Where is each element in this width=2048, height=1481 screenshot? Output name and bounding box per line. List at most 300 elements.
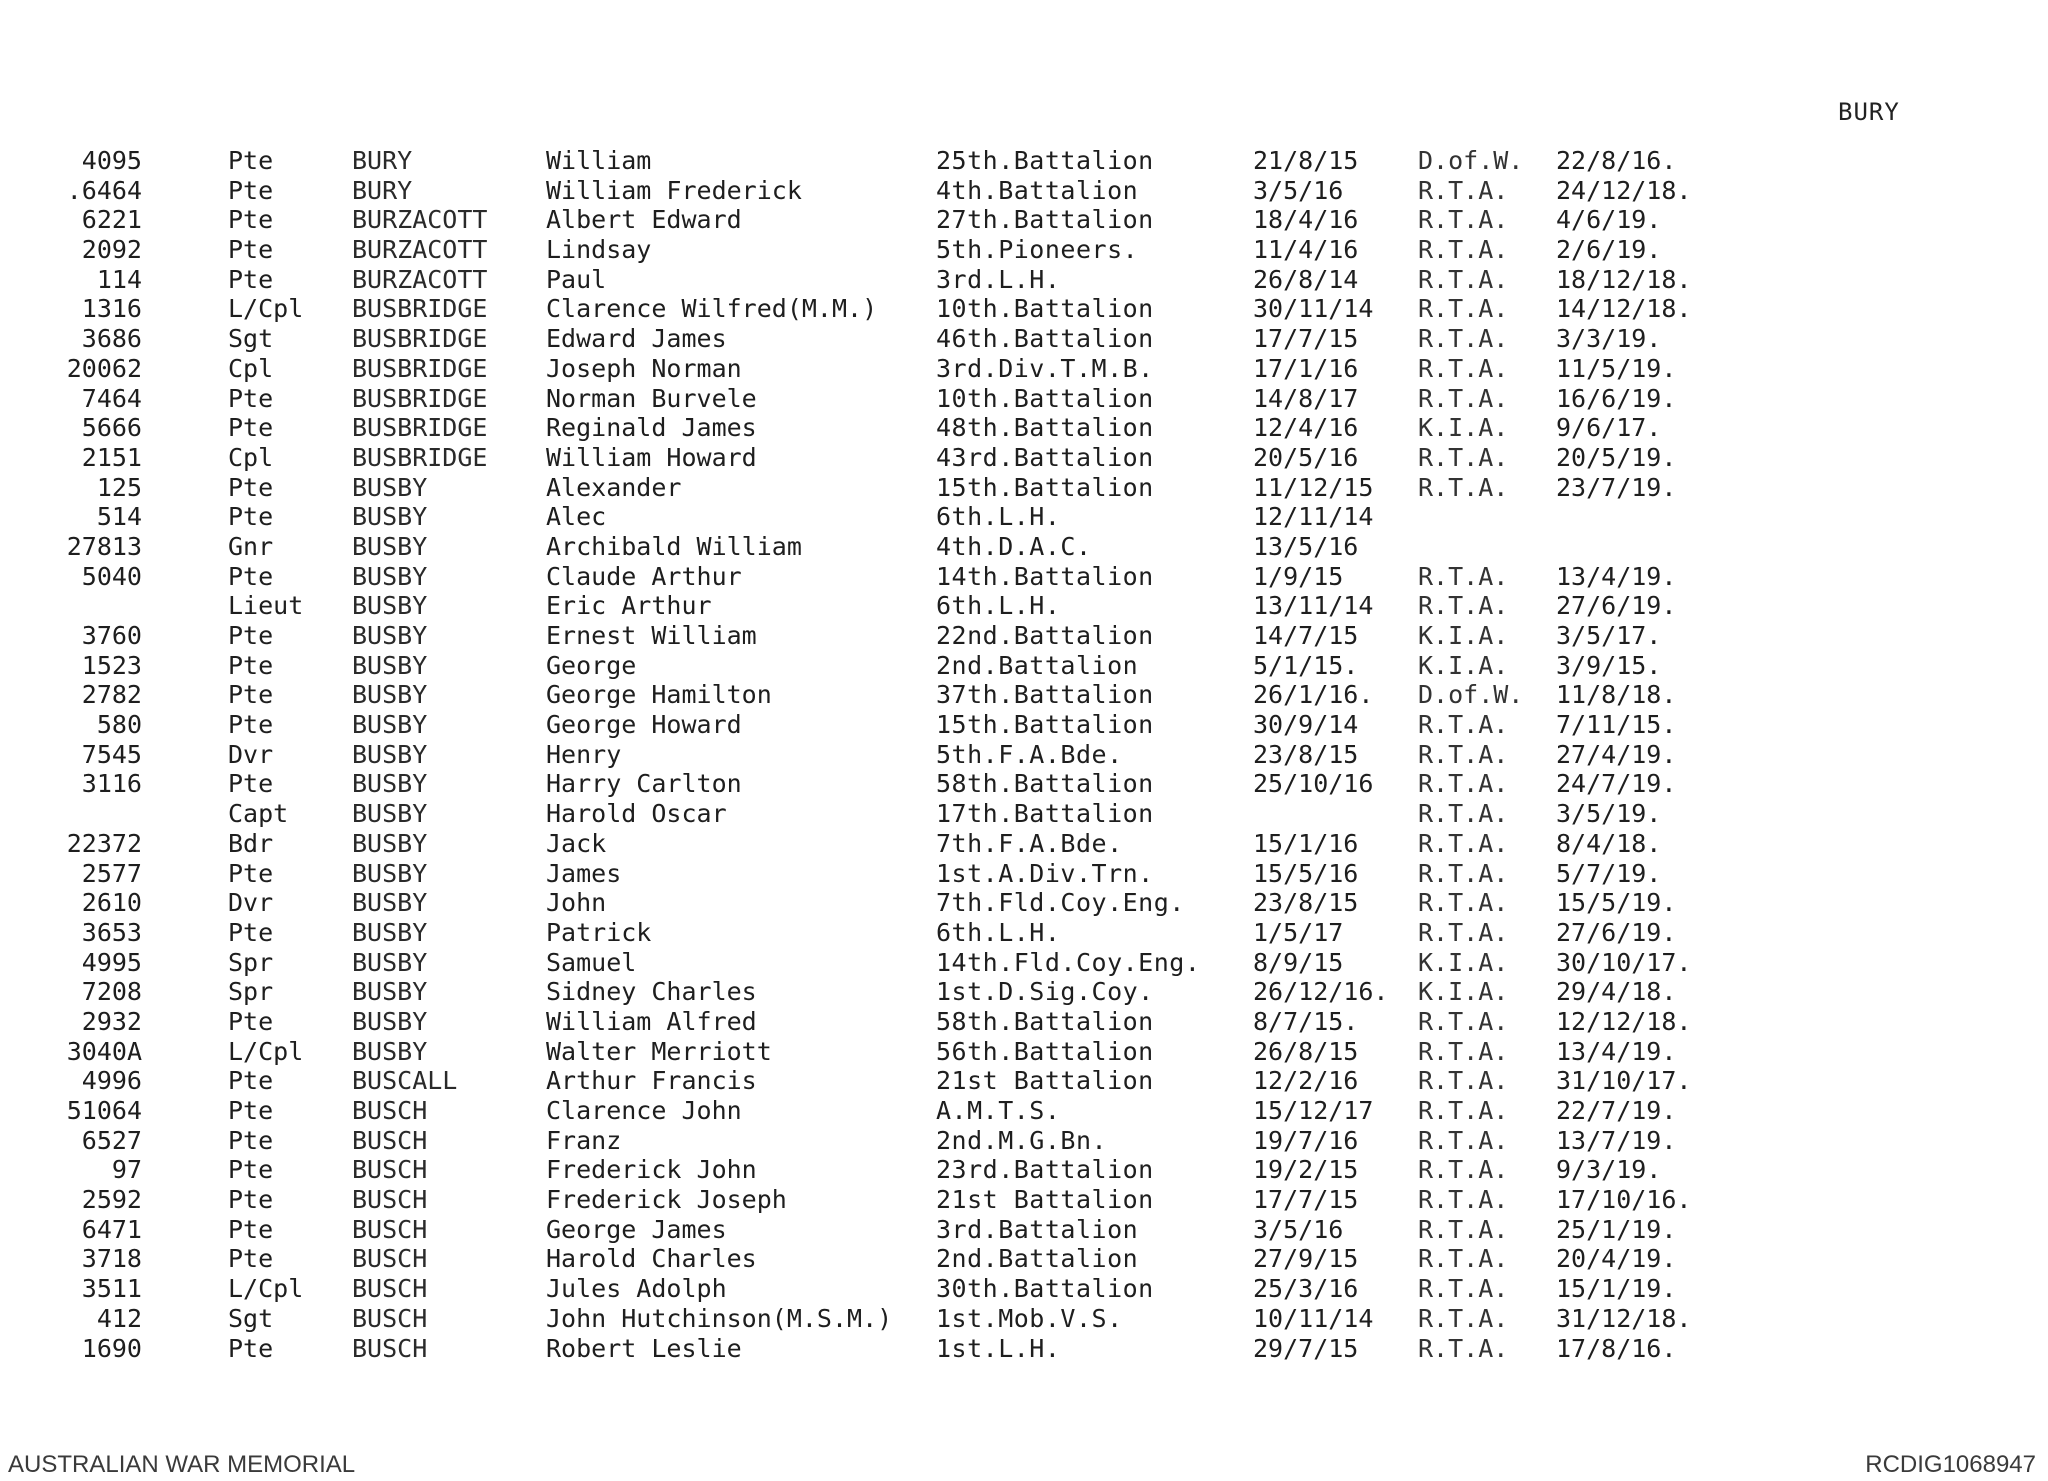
fate-date-cell: 27/4/19. xyxy=(1556,739,1677,769)
fate-cell: R.T.A. xyxy=(1418,1006,1509,1036)
surname-cell: BUSCH xyxy=(352,1096,428,1125)
surname-cell: BUSBY xyxy=(352,1006,428,1036)
service-number-cell: 125 xyxy=(96,472,142,502)
surname-cell: BUSCH xyxy=(352,1333,428,1363)
surname-cell: BUSBY xyxy=(352,502,428,532)
fate-date-cell: 3/5/19. xyxy=(1556,799,1662,829)
service-number-cell: 6527 xyxy=(81,1125,142,1155)
service-number-cell: 2782 xyxy=(81,680,142,710)
rank-cell: L/Cpl xyxy=(228,294,304,324)
table-row xyxy=(40,740,1780,770)
unit-cell: 14th.Battalion xyxy=(936,561,1154,591)
surname-cell: BUSBY xyxy=(352,1036,428,1066)
rank-cell: Pte xyxy=(228,205,274,235)
table-row xyxy=(40,948,1780,978)
table-row xyxy=(40,859,1780,889)
unit-cell: 6th.L.H. xyxy=(936,591,1061,621)
table-row xyxy=(40,1334,1780,1364)
rank-cell: Pte xyxy=(228,1244,274,1274)
given-names-cell: George Howard xyxy=(546,710,742,740)
service-number-cell: 2151 xyxy=(81,442,142,472)
enlistment-date-cell: 27/9/15 xyxy=(1253,1244,1359,1274)
fate-cell: R.T.A. xyxy=(1418,442,1509,472)
table-row xyxy=(40,562,1780,592)
fate-cell: R.T.A. xyxy=(1418,264,1509,294)
given-names-cell: Robert Leslie xyxy=(546,1333,742,1363)
table-row xyxy=(40,205,1780,235)
surname-cell: BUSBRIDGE xyxy=(352,442,488,472)
given-names-cell: Clarence John xyxy=(546,1096,742,1125)
given-names-cell: Harold Charles xyxy=(546,1244,757,1274)
enlistment-date-cell: 1/9/15 xyxy=(1253,561,1344,591)
rank-cell: Gnr xyxy=(228,531,274,561)
enlistment-date-cell: 13/5/16 xyxy=(1253,531,1359,561)
surname-cell: BUSCH xyxy=(352,1185,428,1215)
enlistment-date-cell: 17/1/16 xyxy=(1253,353,1359,383)
table-row xyxy=(40,146,1780,176)
table-row xyxy=(40,502,1780,532)
unit-cell: 30th.Battalion xyxy=(936,1274,1154,1304)
given-names-cell: Alexander xyxy=(546,472,682,502)
fate-date-cell: 4/6/19. xyxy=(1556,205,1662,235)
given-names-cell: Reginald James xyxy=(546,413,757,443)
fate-cell: R.T.A. xyxy=(1418,710,1509,740)
table-row xyxy=(40,354,1780,384)
fate-cell: R.T.A. xyxy=(1418,324,1509,354)
service-number-cell: 1690 xyxy=(81,1333,142,1363)
fate-date-cell: 22/8/16. xyxy=(1556,146,1677,175)
surname-cell: BUSCH xyxy=(352,1303,428,1333)
rank-cell: Cpl xyxy=(228,353,274,383)
table-row xyxy=(40,829,1780,859)
enlistment-date-cell: 11/4/16 xyxy=(1253,235,1359,265)
rank-cell: Pte xyxy=(228,146,274,175)
given-names-cell: James xyxy=(546,858,622,888)
enlistment-date-cell: 26/8/14 xyxy=(1253,264,1359,294)
surname-cell: BUSCH xyxy=(352,1244,428,1274)
surname-cell: BURZACOTT xyxy=(352,205,488,235)
table-row xyxy=(40,710,1780,740)
fate-date-cell: 27/6/19. xyxy=(1556,917,1677,947)
fate-date-cell: 20/4/19. xyxy=(1556,1244,1677,1274)
enlistment-date-cell: 3/5/16 xyxy=(1253,175,1344,205)
fate-date-cell: 16/6/19. xyxy=(1556,383,1677,413)
fate-cell: R.T.A. xyxy=(1418,1155,1509,1185)
fate-cell: R.T.A. xyxy=(1418,1036,1509,1066)
given-names-cell: George James xyxy=(546,1214,727,1244)
surname-cell: BUSBY xyxy=(352,621,428,650)
surname-cell: BUSBY xyxy=(352,858,428,888)
unit-cell: 43rd.Battalion xyxy=(936,442,1154,472)
surname-cell: BUSBY xyxy=(352,561,428,591)
table-row xyxy=(40,294,1780,324)
surname-cell: BUSBY xyxy=(352,472,428,502)
surname-cell: BUSCALL xyxy=(352,1066,458,1096)
unit-cell: 21st Battalion xyxy=(936,1066,1154,1096)
fate-date-cell: 29/4/18. xyxy=(1556,977,1677,1007)
table-row xyxy=(40,265,1780,295)
service-number-cell: 6471 xyxy=(81,1214,142,1244)
surname-cell: BUSBRIDGE xyxy=(352,353,488,383)
given-names-cell: William Howard xyxy=(546,442,757,472)
given-names-cell: Jules Adolph xyxy=(546,1274,727,1304)
table-row xyxy=(40,1244,1780,1274)
enlistment-date-cell: 11/12/15 xyxy=(1253,472,1374,502)
fate-cell: R.T.A. xyxy=(1418,383,1509,413)
given-names-cell: Frederick Joseph xyxy=(546,1185,787,1215)
fate-date-cell: 9/3/19. xyxy=(1556,1155,1662,1185)
rank-cell: L/Cpl xyxy=(228,1036,304,1066)
fate-cell: D.of.W. xyxy=(1418,146,1524,175)
given-names-cell: Ernest William xyxy=(546,621,757,650)
unit-cell: 4th.Battalion xyxy=(936,175,1139,205)
given-names-cell: William xyxy=(546,146,652,175)
given-names-cell: Sidney Charles xyxy=(546,977,757,1007)
unit-cell: A.M.T.S. xyxy=(936,1096,1061,1125)
table-row xyxy=(40,1274,1780,1304)
fate-cell: R.T.A. xyxy=(1418,1096,1509,1125)
given-names-cell: Lindsay xyxy=(546,235,652,265)
unit-cell: 27th.Battalion xyxy=(936,205,1154,235)
fate-date-cell: 22/7/19. xyxy=(1556,1096,1677,1125)
enlistment-date-cell: 13/11/14 xyxy=(1253,591,1374,621)
given-names-cell: Harold Oscar xyxy=(546,799,727,829)
table-row xyxy=(40,888,1780,918)
fate-cell: D.of.W. xyxy=(1418,680,1524,710)
given-names-cell: Patrick xyxy=(546,917,652,947)
enlistment-date-cell: 23/8/15 xyxy=(1253,739,1359,769)
fate-date-cell: 12/12/18. xyxy=(1556,1006,1692,1036)
service-number-cell: 412 xyxy=(96,1303,142,1333)
service-number-cell: 97 xyxy=(111,1155,142,1185)
rank-cell: Pte xyxy=(228,175,274,205)
fate-cell: R.T.A. xyxy=(1418,591,1509,621)
surname-cell: BUSBY xyxy=(352,531,428,561)
service-number-cell: 1523 xyxy=(81,650,142,680)
enlistment-date-cell: 30/11/14 xyxy=(1253,294,1374,324)
rank-cell: Bdr xyxy=(228,828,274,858)
table-row xyxy=(40,1304,1780,1334)
enlistment-date-cell: 25/3/16 xyxy=(1253,1274,1359,1304)
service-number-cell: 27813 xyxy=(66,531,142,561)
service-number-cell: 51064 xyxy=(66,1096,142,1125)
fate-cell: R.T.A. xyxy=(1418,888,1509,918)
rank-cell: Pte xyxy=(228,710,274,740)
unit-cell: 15th.Battalion xyxy=(936,472,1154,502)
fate-date-cell: 15/5/19. xyxy=(1556,888,1677,918)
enlistment-date-cell: 30/9/14 xyxy=(1253,710,1359,740)
fate-cell: R.T.A. xyxy=(1418,1066,1509,1096)
surname-cell: BUSBRIDGE xyxy=(352,294,488,324)
unit-cell: 1st.A.Div.Trn. xyxy=(936,858,1154,888)
unit-cell: 6th.L.H. xyxy=(936,917,1061,947)
fate-date-cell: 17/10/16. xyxy=(1556,1185,1692,1215)
enlistment-date-cell: 25/10/16 xyxy=(1253,769,1374,799)
rank-cell: Sgt xyxy=(228,324,274,354)
unit-cell: 3rd.Div.T.M.B. xyxy=(936,353,1154,383)
table-row xyxy=(40,769,1780,799)
table-row xyxy=(40,384,1780,414)
service-number-cell: 3511 xyxy=(81,1274,142,1304)
fate-date-cell: 11/8/18. xyxy=(1556,680,1677,710)
fate-cell: R.T.A. xyxy=(1418,1244,1509,1274)
table-row xyxy=(40,651,1780,681)
rank-cell: Dvr xyxy=(228,739,274,769)
table-row xyxy=(40,591,1780,621)
service-number-cell: 7464 xyxy=(81,383,142,413)
rank-cell: Pte xyxy=(228,769,274,799)
given-names-cell: Franz xyxy=(546,1125,622,1155)
table-row xyxy=(40,1155,1780,1185)
given-names-cell: Frederick John xyxy=(546,1155,757,1185)
fate-cell: R.T.A. xyxy=(1418,739,1509,769)
given-names-cell: John xyxy=(546,888,607,918)
unit-cell: 4th.D.A.C. xyxy=(936,531,1092,561)
surname-cell: BUSBY xyxy=(352,739,428,769)
given-names-cell: Harry Carlton xyxy=(546,769,742,799)
surname-cell: BUSBY xyxy=(352,769,428,799)
enlistment-date-cell: 26/12/16. xyxy=(1253,977,1389,1007)
fate-cell: R.T.A. xyxy=(1418,1214,1509,1244)
service-number-cell: 20062 xyxy=(66,353,142,383)
service-number-cell: 2577 xyxy=(81,858,142,888)
surname-cell: BUSCH xyxy=(352,1214,428,1244)
table-row xyxy=(40,977,1780,1007)
enlistment-date-cell: 8/7/15. xyxy=(1253,1006,1359,1036)
enlistment-date-cell: 15/1/16 xyxy=(1253,828,1359,858)
fate-cell: R.T.A. xyxy=(1418,828,1509,858)
surname-cell: BURY xyxy=(352,175,413,205)
service-number-cell: 514 xyxy=(96,502,142,532)
fate-date-cell: 23/7/19. xyxy=(1556,472,1677,502)
surname-cell: BURZACOTT xyxy=(352,235,488,265)
fate-cell: K.I.A. xyxy=(1418,413,1509,443)
table-row xyxy=(40,680,1780,710)
table-row xyxy=(40,1037,1780,1067)
surname-cell: BUSBRIDGE xyxy=(352,413,488,443)
fate-date-cell: 15/1/19. xyxy=(1556,1274,1677,1304)
given-names-cell: Alec xyxy=(546,502,607,532)
given-names-cell: Archibald William xyxy=(546,531,802,561)
service-number-cell: 7208 xyxy=(81,977,142,1007)
table-row xyxy=(40,1066,1780,1096)
fate-date-cell: 3/5/17. xyxy=(1556,621,1662,650)
rank-cell: Pte xyxy=(228,917,274,947)
enlistment-date-cell: 12/4/16 xyxy=(1253,413,1359,443)
service-number-cell: 3040A xyxy=(66,1036,142,1066)
surname-cell: BUSBY xyxy=(352,650,428,680)
surname-cell: BUSBY xyxy=(352,680,428,710)
enlistment-date-cell: 21/8/15 xyxy=(1253,146,1359,175)
enlistment-date-cell: 14/8/17 xyxy=(1253,383,1359,413)
service-number-cell: 5666 xyxy=(81,413,142,443)
surname-cell: BUSBY xyxy=(352,799,428,829)
table-row xyxy=(40,799,1780,829)
fate-date-cell: 2/6/19. xyxy=(1556,235,1662,265)
rank-cell: Spr xyxy=(228,947,274,977)
unit-cell: 21st Battalion xyxy=(936,1185,1154,1215)
rank-cell: Dvr xyxy=(228,888,274,918)
rank-cell: Pte xyxy=(228,1096,274,1125)
rank-cell: Pte xyxy=(228,1185,274,1215)
rank-cell: Pte xyxy=(228,680,274,710)
rank-cell: Pte xyxy=(228,383,274,413)
enlistment-date-cell: 17/7/15 xyxy=(1253,324,1359,354)
unit-cell: 56th.Battalion xyxy=(936,1036,1154,1066)
surname-cell: BUSCH xyxy=(352,1274,428,1304)
fate-cell: R.T.A. xyxy=(1418,1274,1509,1304)
fate-date-cell: 8/4/18. xyxy=(1556,828,1662,858)
enlistment-date-cell: 15/12/17 xyxy=(1253,1096,1374,1125)
surname-cell: BUSBY xyxy=(352,947,428,977)
fate-date-cell: 17/8/16. xyxy=(1556,1333,1677,1363)
fate-date-cell: 31/10/17. xyxy=(1556,1066,1692,1096)
rank-cell: Pte xyxy=(228,413,274,443)
enlistment-date-cell: 23/8/15 xyxy=(1253,888,1359,918)
service-number-cell: 1316 xyxy=(81,294,142,324)
enlistment-date-cell: 15/5/16 xyxy=(1253,858,1359,888)
given-names-cell: Paul xyxy=(546,264,607,294)
fate-date-cell: 30/10/17. xyxy=(1556,947,1692,977)
unit-cell: 2nd.M.G.Bn. xyxy=(936,1125,1108,1155)
enlistment-date-cell: 26/8/15 xyxy=(1253,1036,1359,1066)
service-number-cell: 4996 xyxy=(81,1066,142,1096)
service-number-cell: 22372 xyxy=(66,828,142,858)
rank-cell: Lieut xyxy=(228,591,304,621)
fate-cell: K.I.A. xyxy=(1418,947,1509,977)
given-names-cell: Edward James xyxy=(546,324,727,354)
surname-cell: BUSBRIDGE xyxy=(352,324,488,354)
service-number-cell: 5040 xyxy=(81,561,142,591)
unit-cell: 46th.Battalion xyxy=(936,324,1154,354)
table-row xyxy=(40,1126,1780,1156)
catalogue-id-footer: RCDIG1068947 xyxy=(1865,1451,2036,1478)
given-names-cell: Albert Edward xyxy=(546,205,742,235)
surname-cell: BUSBRIDGE xyxy=(352,383,488,413)
service-number-cell: 580 xyxy=(96,710,142,740)
service-number-cell: 4095 xyxy=(81,146,142,175)
surname-cell: BUSBY xyxy=(352,888,428,918)
service-number-cell: 3686 xyxy=(81,324,142,354)
table-row xyxy=(40,532,1780,562)
unit-cell: 48th.Battalion xyxy=(936,413,1154,443)
table-row xyxy=(40,235,1780,265)
table-row xyxy=(40,413,1780,443)
unit-cell: 25th.Battalion xyxy=(936,146,1154,175)
enlistment-date-cell: 19/7/16 xyxy=(1253,1125,1359,1155)
service-number-cell: 2092 xyxy=(81,235,142,265)
given-names-cell: Clarence Wilfred(M.M.) xyxy=(546,294,878,324)
service-number-cell: 4995 xyxy=(81,947,142,977)
fate-cell: R.T.A. xyxy=(1418,175,1509,205)
given-names-cell: John Hutchinson(M.S.M.) xyxy=(546,1303,893,1333)
service-number-cell: .6464 xyxy=(66,175,142,205)
unit-cell: 3rd.L.H. xyxy=(936,264,1061,294)
surname-cell: BURZACOTT xyxy=(352,264,488,294)
rank-cell: Pte xyxy=(228,858,274,888)
enlistment-date-cell: 14/7/15 xyxy=(1253,621,1359,650)
service-number-cell: 7545 xyxy=(81,739,142,769)
table-row xyxy=(40,176,1780,206)
rank-cell: Pte xyxy=(228,264,274,294)
table-row xyxy=(40,473,1780,503)
fate-cell: R.T.A. xyxy=(1418,294,1509,324)
surname-cell: BUSBY xyxy=(352,917,428,947)
fate-cell: R.T.A. xyxy=(1418,1185,1509,1215)
fate-date-cell: 5/7/19. xyxy=(1556,858,1662,888)
unit-cell: 58th.Battalion xyxy=(936,1006,1154,1036)
institution-footer: AUSTRALIAN WAR MEMORIAL xyxy=(8,1451,356,1478)
rank-cell: Spr xyxy=(228,977,274,1007)
unit-cell: 6th.L.H. xyxy=(936,502,1061,532)
page-surname-heading: BURY xyxy=(1838,98,1900,126)
enlistment-date-cell: 26/1/16. xyxy=(1253,680,1374,710)
fate-cell: K.I.A. xyxy=(1418,621,1509,650)
enlistment-date-cell: 20/5/16 xyxy=(1253,442,1359,472)
surname-cell: BUSBY xyxy=(352,591,428,621)
unit-cell: 1st.Mob.V.S. xyxy=(936,1303,1123,1333)
rank-cell: Pte xyxy=(228,235,274,265)
unit-cell: 23rd.Battalion xyxy=(936,1155,1154,1185)
rank-cell: Pte xyxy=(228,1125,274,1155)
unit-cell: 3rd.Battalion xyxy=(936,1214,1139,1244)
fate-cell: R.T.A. xyxy=(1418,235,1509,265)
fate-cell: R.T.A. xyxy=(1418,353,1509,383)
rank-cell: Pte xyxy=(228,1214,274,1244)
rank-cell: Pte xyxy=(228,650,274,680)
rank-cell: Pte xyxy=(228,1333,274,1363)
rank-cell: Cpl xyxy=(228,442,274,472)
fate-date-cell: 27/6/19. xyxy=(1556,591,1677,621)
table-row xyxy=(40,1096,1780,1126)
given-names-cell: Henry xyxy=(546,739,622,769)
service-number-cell: 6221 xyxy=(81,205,142,235)
rank-cell: Pte xyxy=(228,561,274,591)
rank-cell: Pte xyxy=(228,621,274,650)
service-number-cell: 114 xyxy=(96,264,142,294)
enlistment-date-cell: 5/1/15. xyxy=(1253,650,1359,680)
fate-date-cell: 20/5/19. xyxy=(1556,442,1677,472)
service-number-cell: 2592 xyxy=(81,1185,142,1215)
fate-date-cell: 24/12/18. xyxy=(1556,175,1692,205)
fate-cell: R.T.A. xyxy=(1418,1125,1509,1155)
surname-cell: BURY xyxy=(352,146,413,175)
table-row xyxy=(40,1007,1780,1037)
unit-cell: 10th.Battalion xyxy=(936,294,1154,324)
fate-date-cell: 13/7/19. xyxy=(1556,1125,1677,1155)
given-names-cell: George xyxy=(546,650,637,680)
enlistment-date-cell: 29/7/15 xyxy=(1253,1333,1359,1363)
enlistment-date-cell: 1/5/17 xyxy=(1253,917,1344,947)
unit-cell: 2nd.Battalion xyxy=(936,650,1139,680)
unit-cell: 37th.Battalion xyxy=(936,680,1154,710)
service-number-cell: 3718 xyxy=(81,1244,142,1274)
given-names-cell: Walter Merriott xyxy=(546,1036,772,1066)
fate-cell: R.T.A. xyxy=(1418,561,1509,591)
fate-cell: R.T.A. xyxy=(1418,769,1509,799)
unit-cell: 58th.Battalion xyxy=(936,769,1154,799)
fate-cell: R.T.A. xyxy=(1418,1333,1509,1363)
fate-date-cell: 13/4/19. xyxy=(1556,1036,1677,1066)
unit-cell: 17th.Battalion xyxy=(936,799,1154,829)
surname-cell: BUSBY xyxy=(352,710,428,740)
service-number-cell: 3653 xyxy=(81,917,142,947)
fate-date-cell: 13/4/19. xyxy=(1556,561,1677,591)
unit-cell: 5th.F.A.Bde. xyxy=(936,739,1123,769)
surname-cell: BUSCH xyxy=(352,1155,428,1185)
surname-cell: BUSCH xyxy=(352,1125,428,1155)
fate-date-cell: 3/9/15. xyxy=(1556,650,1662,680)
